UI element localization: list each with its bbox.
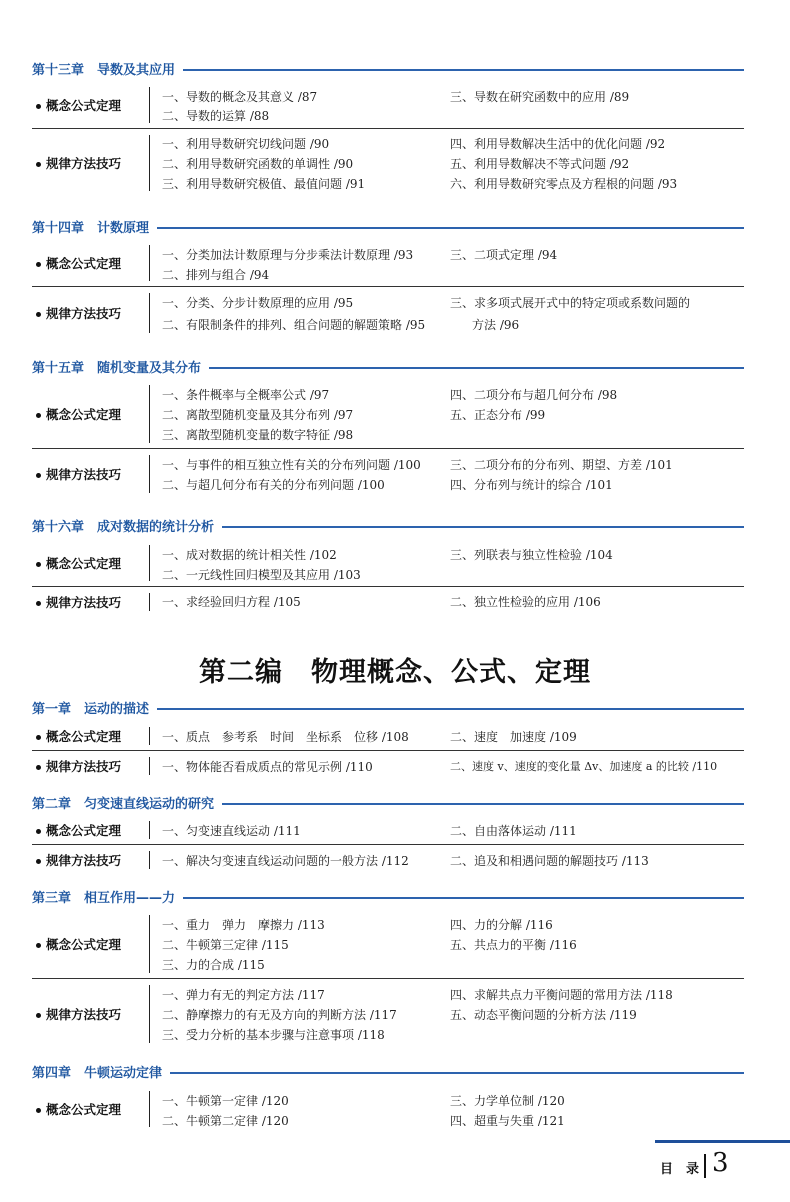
- chapter-title: 第一章 运动的描述: [32, 698, 157, 717]
- toc-entry[interactable]: 一、匀变速直线运动 /111: [162, 824, 301, 838]
- row-label: 规律方法技巧: [46, 467, 122, 482]
- toc-entry[interactable]: 三、二项式定理 /94: [450, 248, 558, 262]
- physics-chapter-2-header: [32, 792, 744, 814]
- row-label: 概念公式定理: [46, 937, 122, 952]
- chapter-13-methods-row: [32, 130, 744, 196]
- toc-entry[interactable]: 二、导数的运算 /88: [162, 109, 270, 123]
- bullet-icon: [36, 1108, 41, 1113]
- row-label: 概念公式定理: [46, 556, 122, 571]
- toc-entry[interactable]: 一、成对数据的统计相关性 /102: [162, 548, 337, 562]
- toc-entry[interactable]: 一、解决匀变速直线运动问题的一般方法 /112: [162, 854, 409, 868]
- physics-chapter-3-header: [32, 886, 744, 908]
- bullet-icon: [36, 765, 41, 770]
- row-label: 规律方法技巧: [46, 156, 122, 171]
- physics-chapter-4-header: [32, 1061, 744, 1083]
- toc-entry[interactable]: 二、离散型随机变量及其分布列 /97: [162, 408, 354, 422]
- toc-entry[interactable]: 二、独立性检验的应用 /106: [450, 595, 601, 609]
- toc-entry[interactable]: 一、分类加法计数原理与分步乘法计数原理 /93: [162, 248, 414, 262]
- toc-entry[interactable]: 二、排列与组合 /94: [162, 268, 270, 282]
- toc-entry[interactable]: 二、有限制条件的排列、组合问题的解题策略 /95: [162, 318, 426, 332]
- toc-entry[interactable]: 一、牛顿第一定律 /120: [162, 1094, 289, 1108]
- toc-entry[interactable]: 四、分布列与统计的综合 /101: [450, 478, 613, 492]
- toc-entry[interactable]: 一、弹力有无的判定方法 /117: [162, 988, 325, 1002]
- toc-entry[interactable]: 二、自由落体运动 /111: [450, 824, 577, 838]
- toc-entry[interactable]: 一、利用导数研究切线问题 /90: [162, 137, 330, 151]
- physics-chapter-4-concepts-row: [32, 1086, 744, 1132]
- toc-entry[interactable]: 二、与超几何分布有关的分布列问题 /100: [162, 478, 385, 492]
- bullet-icon: [36, 104, 41, 109]
- row-label: 概念公式定理: [46, 1102, 122, 1117]
- toc-entry[interactable]: 二、静摩擦力的有无及方向的判断方法 /117: [162, 1008, 397, 1022]
- toc-entry[interactable]: 三、列联表与独立性检验 /104: [450, 548, 613, 562]
- toc-entry[interactable]: 三、求多项式展开式中的特定项或系数问题的: [450, 296, 691, 310]
- row-label: 概念公式定理: [46, 729, 122, 744]
- toc-entry[interactable]: 三、导数在研究函数中的应用 /89: [450, 90, 630, 104]
- toc-entry[interactable]: 三、二项分布的分布列、期望、方差 /101: [450, 458, 673, 472]
- physics-chapter-3-concepts-row: [32, 910, 744, 979]
- toc-entry[interactable]: 二、利用导数研究函数的单调性 /90: [162, 157, 354, 171]
- physics-chapter-1-header: [32, 697, 744, 719]
- bullet-icon: [36, 735, 41, 740]
- row-label: 规律方法技巧: [46, 306, 122, 321]
- bullet-icon: [36, 262, 41, 267]
- physics-chapter-3-methods-row: [32, 980, 744, 1048]
- toc-entry[interactable]: 三、受力分析的基本步骤与注意事项 /118: [162, 1028, 385, 1042]
- toc-entry[interactable]: 三、离散型随机变量的数字特征 /98: [162, 428, 354, 442]
- chapter-title: 第十六章 成对数据的统计分析: [32, 516, 222, 535]
- physics-chapter-2-methods-row: [32, 846, 744, 874]
- footer-label: 目 录: [660, 1162, 700, 1177]
- chapter-14-header: [32, 216, 744, 238]
- toc-entry[interactable]: 三、利用导数研究极值、最值问题 /91: [162, 177, 366, 191]
- toc-entry[interactable]: 二、牛顿第二定律 /120: [162, 1114, 289, 1128]
- toc-entry[interactable]: 四、利用导数解决生活中的优化问题 /92: [450, 137, 666, 151]
- bullet-icon: [36, 562, 41, 567]
- toc-entry[interactable]: 二、一元线性回归模型及其应用 /103: [162, 568, 361, 582]
- chapter-title: 第十三章 导数及其应用: [32, 59, 183, 78]
- part-two-title: [0, 650, 790, 689]
- chapter-14-concepts-row: [32, 240, 744, 287]
- toc-entry[interactable]: 四、二项分布与超几何分布 /98: [450, 388, 618, 402]
- row-label: 概念公式定理: [46, 256, 122, 271]
- row-label: 规律方法技巧: [46, 853, 122, 868]
- row-label: 概念公式定理: [46, 98, 122, 113]
- toc-entry[interactable]: 一、求经验回归方程 /105: [162, 595, 301, 609]
- chapter-title: 第二章 匀变速直线运动的研究: [32, 793, 222, 812]
- toc-entry[interactable]: 一、分类、分步计数原理的应用 /95: [162, 296, 354, 310]
- toc-entry[interactable]: 一、与事件的相互独立性有关的分布列问题 /100: [162, 458, 421, 472]
- chapter-15-header: [32, 356, 744, 378]
- physics-chapter-1-concepts-row: [32, 722, 744, 751]
- physics-chapter-2-concepts-row: [32, 816, 744, 845]
- toc-entry[interactable]: 一、物体能否看成质点的常见示例 /110: [162, 760, 373, 774]
- bullet-icon: [36, 413, 41, 418]
- physics-chapter-1-methods-row: [32, 752, 744, 780]
- bullet-icon: [36, 601, 41, 606]
- chapter-15-methods-row: [32, 450, 744, 498]
- bullet-icon: [36, 162, 41, 167]
- chapter-16-methods-row: [32, 588, 744, 616]
- bullet-icon: [36, 859, 41, 864]
- toc-entry[interactable]: 五、动态平衡问题的分析方法 /119: [450, 1008, 637, 1022]
- chapter-14-methods-row: [32, 288, 744, 338]
- row-label: 概念公式定理: [46, 823, 122, 838]
- chapter-13-concepts-row: [32, 82, 744, 129]
- toc-entry[interactable]: 一、条件概率与全概率公式 /97: [162, 388, 330, 402]
- chapter-title: 第四章 牛顿运动定律: [32, 1062, 170, 1081]
- chapter-16-header: [32, 515, 744, 537]
- chapter-title: 第十五章 随机变量及其分布: [32, 357, 209, 376]
- toc-entry[interactable]: 五、正态分布 /99: [450, 408, 546, 422]
- bullet-icon: [36, 1013, 41, 1018]
- toc-entry[interactable]: 五、共点力的平衡 /116: [450, 938, 577, 952]
- chapter-title: 第三章 相互作用——力: [32, 887, 183, 906]
- toc-entry[interactable]: 四、超重与失重 /121: [450, 1114, 565, 1128]
- toc-entry[interactable]: 二、追及和相遇问题的解题技巧 /113: [450, 854, 649, 868]
- row-label: 规律方法技巧: [46, 759, 122, 774]
- footer-rule: [655, 1140, 790, 1143]
- bullet-icon: [36, 943, 41, 948]
- page-number: 3: [712, 1148, 729, 1178]
- chapter-15-concepts-row: [32, 380, 744, 449]
- toc-entry[interactable]: 一、质点 参考系 时间 坐标系 位移 /108: [162, 730, 409, 744]
- toc-entry[interactable]: 方法 /96: [472, 318, 520, 332]
- toc-entry[interactable]: 二、速度 v、速度的变化量 Δv、加速度 a 的比较 /110: [450, 760, 718, 773]
- chapter-13-header: [32, 58, 744, 80]
- part-two-number: 第二编: [199, 657, 283, 688]
- row-label: 规律方法技巧: [46, 595, 122, 610]
- bullet-icon: [36, 829, 41, 834]
- toc-entry[interactable]: 四、求解共点力平衡问题的常用方法 /118: [450, 988, 673, 1002]
- toc-entry[interactable]: 二、速度 加速度 /109: [450, 730, 577, 744]
- row-label: 概念公式定理: [46, 407, 122, 422]
- chapter-16-concepts-row: [32, 540, 744, 587]
- toc-entry[interactable]: 六、利用导数研究零点及方程根的问题 /93: [450, 177, 678, 191]
- toc-entry[interactable]: 三、力学单位制 /120: [450, 1094, 565, 1108]
- toc-entry[interactable]: 四、力的分解 /116: [450, 918, 553, 932]
- part-two-subject: 物理概念、公式、定理: [311, 657, 591, 688]
- toc-entry[interactable]: 一、重力 弹力 摩擦力 /113: [162, 918, 325, 932]
- row-label: 规律方法技巧: [46, 1007, 122, 1022]
- toc-entry[interactable]: 一、导数的概念及其意义 /87: [162, 90, 318, 104]
- bullet-icon: [36, 312, 41, 317]
- toc-entry[interactable]: 三、力的合成 /115: [162, 958, 265, 972]
- bullet-icon: [36, 473, 41, 478]
- chapter-title: 第十四章 计数原理: [32, 217, 157, 236]
- toc-entry[interactable]: 五、利用导数解决不等式问题 /92: [450, 157, 630, 171]
- toc-entry[interactable]: 二、牛顿第三定律 /115: [162, 938, 289, 952]
